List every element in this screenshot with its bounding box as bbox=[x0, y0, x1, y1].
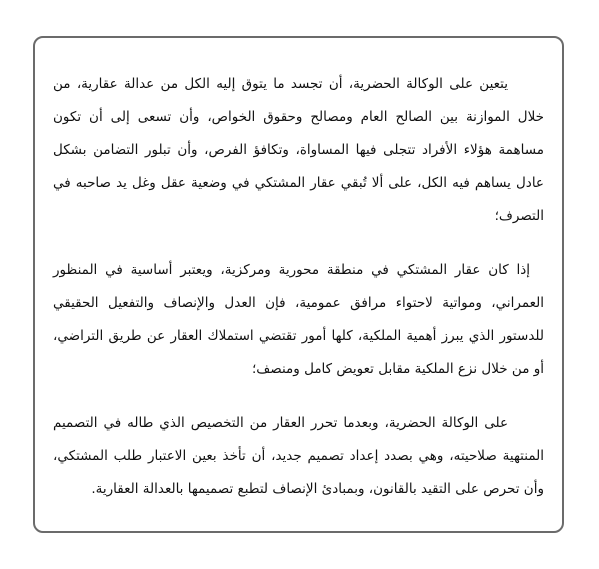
paragraph-2: إذا كان عقار المشتكي في منطقة محورية ومركزية، ويعتبر أساسية في المنظور العمراني، ومواتية لاحتواء مرافق عمومية، فإن العدل والإنصاف والتفعيل الحقيقي للدستور الذي يبرز أهمية الملكية، كلها أمور تقتضي استملاك العقار عن طريق التراضي، أو من خلال نزع الملكية مقابل تعويض كامل ومنصف؛ bbox=[53, 262, 544, 377]
paragraph-1: يتعين على الوكالة الحضرية، أن تجسد ما يتوق إليه الكل من عدالة عقارية، من خلال الموازنة بين الصالح العام ومصالح وحقوق الخواص، وأن تسعى إلى أن تكون مساهمة هؤلاء الأفراد تتجلى فيها المساواة، وتكافؤ الفرص، وأن تبلور التضامن بشكل عادل يساهم فيه الكل، على ألا تُبقي عقار المشتكي في وضعية عقل وغل يد صاحبه في التصرف؛ bbox=[53, 76, 544, 224]
paragraph-3: على الوكالة الحضرية، وبعدما تحرر العقار من التخصيص الذي طاله في التصميم المنتهية صلاحيته، وهي بصدد إعداد تصميم جديد، أن تأخذ بعين الاعتبار طلب المشتكي، وأن تحرص على التقيد بالقانون، وبمبادئ الإنصاف لتطبع تصميمها بالعدالة العقارية. bbox=[53, 415, 544, 497]
document-frame bbox=[33, 36, 564, 533]
document-body bbox=[53, 68, 544, 506]
